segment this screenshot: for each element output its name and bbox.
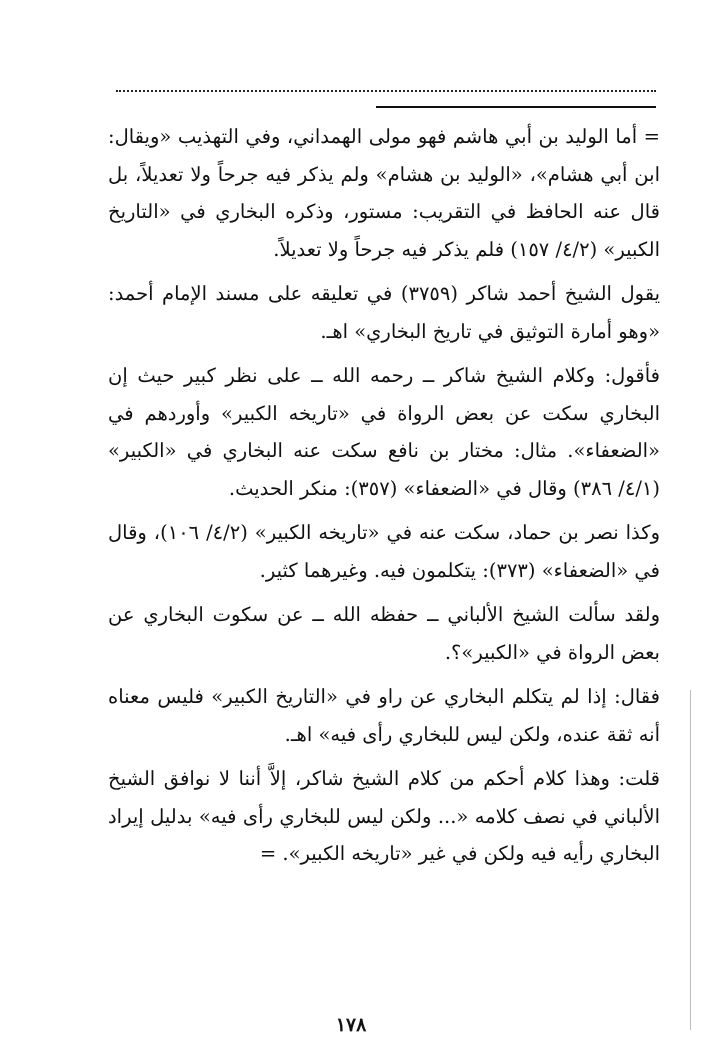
page-number: ١٧٨ [335, 1014, 367, 1036]
paragraph-1: = أما الوليد بن أبي هاشم فهو مولى الهمداني، وفي التهذيب «ويقال: ابن أبي هشام»، «الوليد بن هشام» ولم يذكر فيه جرحاً ولا تعديلاً، بل قال عنه الحافظ في التقريب: مستور، وذكره البخاري في «التاريخ الكبير» (٤/٢/ ١٥٧) فلم يذكر فيه جرحاً ولا تعديلاً. [108, 125, 660, 261]
paragraph-4: وكذا نصر بن حماد، سكت عنه في «تاريخه الكبير» (٤/٢/ ١٠٦)، وقال في «الضعفاء» (٣٧٣): يتكلمون فيه. وغيرهما كثير. [108, 521, 660, 582]
paragraph-2: يقول الشيخ أحمد شاكر (٣٧٥٩) في تعليقه على مسند الإمام أحمد: «وهو أمارة التوثيق في تاريخ البخاري» اهـ. [108, 282, 660, 343]
paragraph-6: فقال: إذا لم يتكلم البخاري عن راو في «التاريخ الكبير» فليس معناه أنه ثقة عنده، ولكن ليس للبخاري رأى فيه» اهـ. [108, 685, 660, 746]
paragraph-7: قلت: وهذا كلام أحكم من كلام الشيخ شاكر، إلاَّ أننا لا نوافق الشيخ الألباني في نصف كلامه «... ولكن ليس للبخاري رأى فيه» بدليل إيراد البخاري رأيه فيه ولكن في غير «تاريخه الكبير». = [108, 767, 660, 865]
paragraph-3: فأقول: وكلام الشيخ شاكر ــ رحمه الله ــ على نظر كبير حيث إن البخاري سكت عن بعض الرواة في «تاريخه الكبير» وأوردهم في «الضعفاء». مثال: مختار بن نافع سكت عنه البخاري في «الكبير» (٤/١/ ٣٨٦) وقال في «الضعفاء» (٣٥٧): منكر الحديث. [108, 364, 660, 500]
header-dotted-rule [116, 90, 656, 92]
paragraph-5: ولقد سألت الشيخ الألباني ــ حفظه الله ــ عن سكوت البخاري عن بعض الرواة في «الكبير»؟. [108, 603, 660, 664]
page-edge-line [690, 690, 691, 1030]
footnote-text-body [108, 118, 660, 880]
header-solid-rule [376, 106, 656, 108]
